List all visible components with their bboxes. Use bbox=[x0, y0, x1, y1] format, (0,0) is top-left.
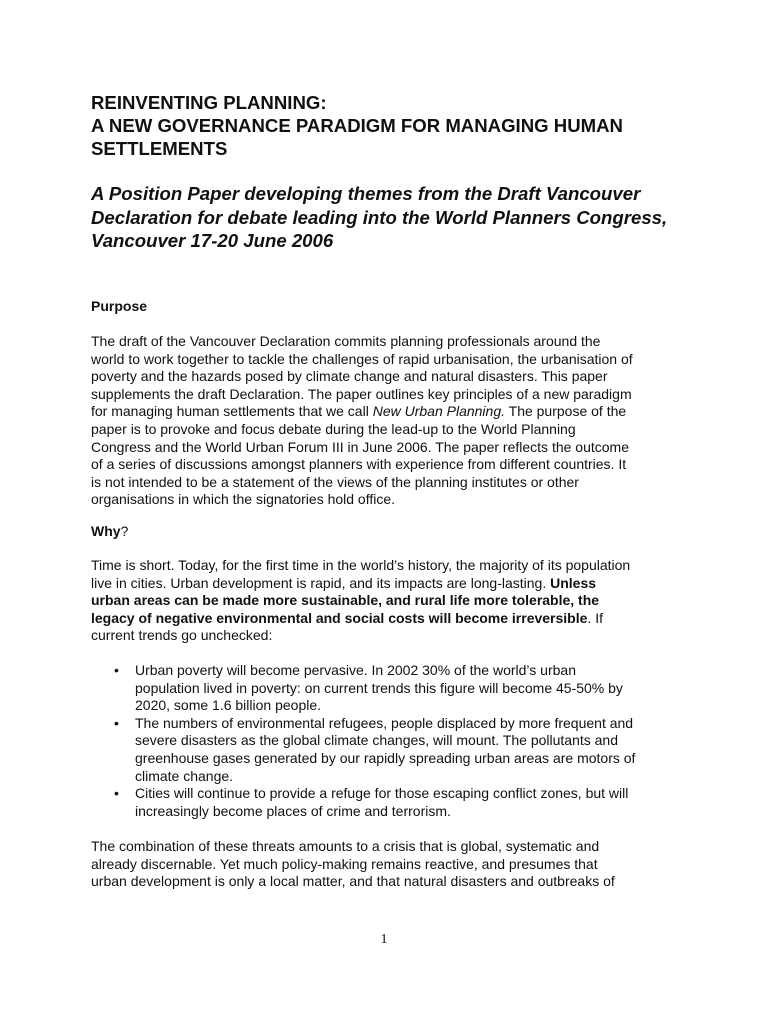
list-item-line: The numbers of environmental refugees, people displaced by more frequent and bbox=[135, 714, 634, 731]
list-item-line: greenhouse gases generated by our rapidly spreading urban areas are motors of bbox=[135, 749, 636, 766]
paragraph-line bbox=[91, 403, 681, 421]
paragraph-line: of a series of discussions amongst planners with experience from different countries. It bbox=[91, 456, 627, 473]
emphasis-text: legacy of negative environmental and social costs will become irreversible bbox=[91, 609, 588, 626]
paragraph-line: paper is to provoke and focus debate during the lead-up to the World Planning bbox=[91, 420, 576, 437]
paragraph-line: Congress and the World Urban Forum III in June 2006. The paper reflects the outcome bbox=[91, 438, 629, 455]
list-item-line: population lived in poverty: on current trends this figure will become 45-50% by bbox=[135, 679, 623, 696]
emphasis-text: Unless bbox=[550, 574, 597, 591]
title-line: REINVENTING PLANNING: bbox=[91, 92, 327, 113]
purpose-paragraph bbox=[91, 333, 681, 509]
page-number: 1 bbox=[380, 932, 388, 947]
why-heading-text: Why bbox=[91, 523, 121, 539]
purpose-heading: Purpose bbox=[91, 298, 148, 314]
new-urban-planning-term: New Urban Planning. bbox=[372, 403, 505, 420]
paragraph-line bbox=[91, 610, 681, 628]
paragraph-line bbox=[91, 575, 681, 593]
list-item-line: 2020, some 1.6 billion people. bbox=[135, 697, 322, 714]
subtitle-line: Declaration for debate leading into the World Planners Congress, bbox=[91, 206, 668, 228]
list-item-line: severe disasters as the global climate changes, will mount. The pollutants and bbox=[135, 732, 619, 749]
paragraph-line: urban development is only a local matter, and that natural disasters and outbreaks of bbox=[91, 873, 615, 890]
bullet-icon: • bbox=[114, 714, 119, 731]
why-paragraph bbox=[91, 557, 681, 645]
list-item-line: Urban poverty will become pervasive. In 2002 30% of the world’s urban bbox=[135, 662, 576, 678]
paragraph-line: organisations in which the signatories hold office. bbox=[91, 491, 396, 508]
list-item-line: increasingly become places of crime and terrorism. bbox=[135, 802, 451, 819]
list-item bbox=[91, 715, 691, 785]
line-text: live in cities. Urban development is rapid, and its impacts are long-lasting. bbox=[91, 574, 551, 591]
line-text: . If bbox=[587, 609, 603, 626]
list-item-line: Cities will continue to provide a refuge for those escaping conflict zones, but will bbox=[135, 785, 629, 802]
paragraph-line: The combination of these threats amounts to a crisis that is global, systematic and bbox=[91, 838, 600, 854]
paragraph-line: Time is short. Today, for the first time in the world’s history, the majority of its population bbox=[91, 557, 631, 573]
line-text: for managing human settlements that we call bbox=[91, 403, 373, 420]
why-heading bbox=[91, 523, 681, 541]
conclusion-paragraph bbox=[91, 838, 681, 891]
title-line: SETTLEMENTS bbox=[91, 138, 228, 159]
paragraph-line: poverty and the hazards posed by climate change and natural disasters. This paper bbox=[91, 368, 608, 385]
title-line: A NEW GOVERNANCE PARADIGM FOR MANAGING HUMAN bbox=[91, 115, 623, 136]
list-item bbox=[91, 662, 691, 715]
paragraph-line: world to work together to tackle the challenges of rapid urbanisation, the urbanisation of bbox=[91, 350, 633, 367]
paragraph-line: already discernable. Yet much policy-making remains reactive, and presumes that bbox=[91, 855, 598, 872]
paragraph-line: The draft of the Vancouver Declaration commits planning professionals around the bbox=[91, 333, 601, 349]
bullet-icon: • bbox=[114, 662, 119, 678]
subtitle-line: A Position Paper developing themes from the Draft Vancouver bbox=[91, 183, 641, 204]
paragraph-line: current trends go unchecked: bbox=[91, 627, 273, 644]
threats-bullet-list bbox=[91, 662, 691, 820]
paragraph-line: supplements the draft Declaration. The paper outlines key principles of a new paradigm bbox=[91, 385, 632, 402]
paragraph-line: is not intended to be a statement of the views of the planning institutes or other bbox=[91, 473, 579, 490]
document-title bbox=[91, 91, 691, 160]
emphasis-text: urban areas can be made more sustainable, and rural life more tolerable, the bbox=[91, 592, 600, 609]
bullet-icon: • bbox=[114, 785, 119, 802]
list-item-line: climate change. bbox=[135, 767, 234, 784]
paragraph-line bbox=[91, 592, 681, 610]
document-subtitle bbox=[91, 182, 691, 253]
list-item bbox=[91, 785, 691, 820]
why-heading-suffix: ? bbox=[120, 523, 129, 539]
subtitle-line: Vancouver 17-20 June 2006 bbox=[91, 230, 334, 251]
line-text: The purpose of the bbox=[505, 403, 627, 420]
